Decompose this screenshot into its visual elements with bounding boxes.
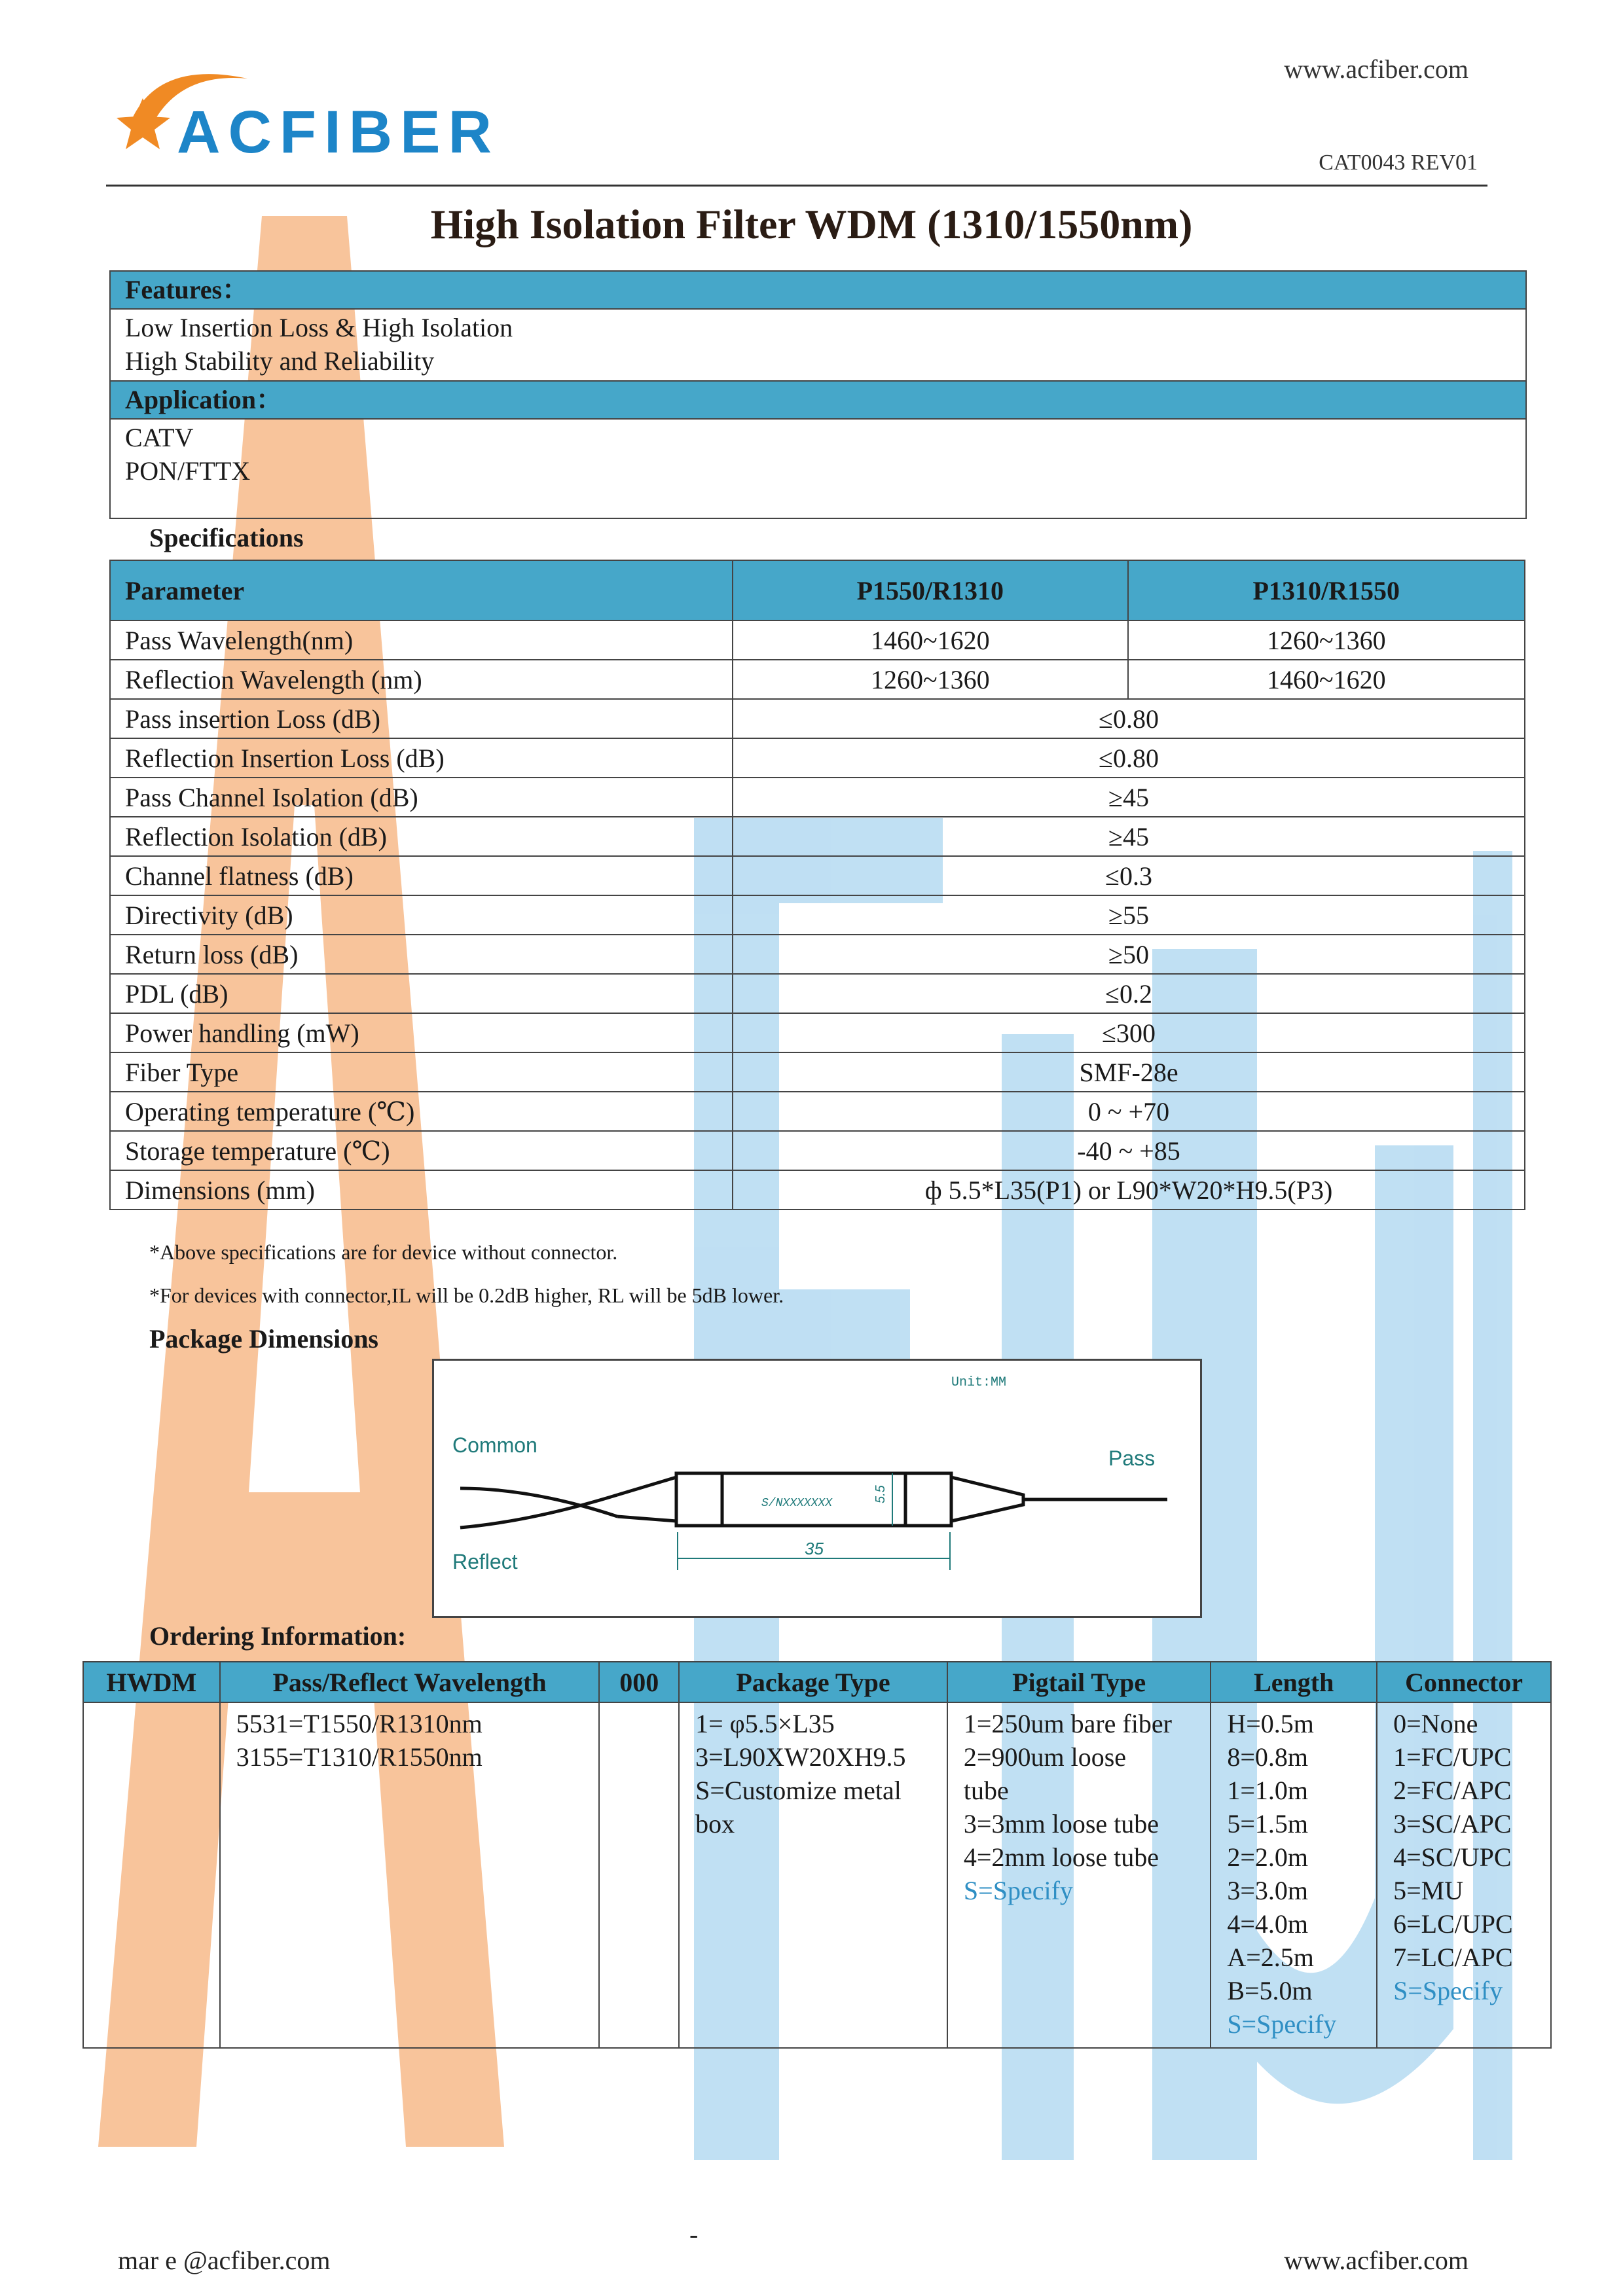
table-row bbox=[110, 620, 1525, 660]
features-application-box bbox=[109, 270, 1527, 519]
acfiber-logo bbox=[117, 52, 500, 166]
table-row bbox=[110, 699, 1525, 738]
list-item: H=0.5m bbox=[1227, 1709, 1314, 1738]
application-item: PON/FTTX bbox=[125, 456, 251, 486]
param-cell: Reflection Isolation (dB) bbox=[110, 817, 733, 856]
features-heading: Features： bbox=[111, 272, 1525, 310]
list-item: 3=3.0m bbox=[1227, 1876, 1308, 1905]
table-header-row bbox=[110, 560, 1525, 620]
unit-label: Unit:MM bbox=[951, 1375, 1007, 1390]
pass-port-label: Pass bbox=[1108, 1446, 1156, 1470]
value-cell: ≤0.80 bbox=[733, 699, 1525, 738]
value-cell: 1460~1620 bbox=[1128, 660, 1525, 699]
list-item: 4=SC/UPC bbox=[1393, 1842, 1512, 1872]
list-item: 7=LC/APC bbox=[1393, 1943, 1513, 1972]
value-cell: -40 ~ +85 bbox=[733, 1131, 1525, 1170]
features-list bbox=[111, 310, 1525, 380]
reflect-port-label: Reflect bbox=[452, 1550, 518, 1573]
table-header-row bbox=[83, 1662, 1551, 1702]
value-cell: ≥55 bbox=[733, 895, 1525, 935]
specify-option: S=Specify bbox=[1227, 2009, 1337, 2039]
list-item: 8=0.8m bbox=[1227, 1742, 1308, 1772]
column-header: Pass/Reflect Wavelength bbox=[220, 1662, 599, 1702]
value-cell: SMF-28e bbox=[733, 1052, 1525, 1092]
length-cell bbox=[1211, 1702, 1377, 2048]
value-cell: ≤0.2 bbox=[733, 974, 1525, 1013]
ordering-table bbox=[82, 1661, 1552, 2049]
param-cell: PDL (dB) bbox=[110, 974, 733, 1013]
pigtail-type-cell bbox=[947, 1702, 1211, 2048]
column-header: HWDM bbox=[83, 1662, 220, 1702]
table-row bbox=[110, 1092, 1525, 1131]
param-cell: Pass Wavelength(nm) bbox=[110, 620, 733, 660]
package-dimensions-heading: Package Dimensions bbox=[149, 1324, 378, 1354]
value-cell: ≥50 bbox=[733, 935, 1525, 974]
specifications-heading: Specifications bbox=[149, 523, 304, 552]
reflect-fiber bbox=[460, 1495, 617, 1528]
list-item: 1=FC/UPC bbox=[1393, 1742, 1512, 1772]
table-row bbox=[110, 1052, 1525, 1092]
table-row bbox=[110, 1131, 1525, 1170]
brand-name: ACFIBER bbox=[177, 99, 500, 166]
package-dimension-diagram bbox=[432, 1359, 1202, 1618]
table-row bbox=[110, 1170, 1525, 1210]
header-divider bbox=[106, 185, 1487, 187]
boot-right bbox=[951, 1477, 1023, 1521]
list-item: 2=2.0m bbox=[1227, 1842, 1308, 1872]
value-cell: ≥45 bbox=[733, 778, 1525, 817]
page-title: High Isolation Filter WDM (1310/1550nm) bbox=[430, 201, 1193, 247]
value-cell: ≤0.80 bbox=[733, 738, 1525, 778]
application-item: CATV bbox=[125, 423, 194, 452]
column-header: P1310/R1550 bbox=[1128, 560, 1525, 620]
feature-item: Low Insertion Loss & High Isolation bbox=[125, 313, 513, 342]
column-header: Pigtail Type bbox=[947, 1662, 1211, 1702]
code-cell bbox=[599, 1702, 679, 2048]
specifications-table bbox=[109, 560, 1525, 1210]
list-item: 3=3mm loose tube bbox=[963, 1809, 1159, 1839]
table-row bbox=[83, 1702, 1551, 2048]
spec-note: *For devices with connector,IL will be 0.2dB higher, RL will be 5dB lower. bbox=[149, 1283, 784, 1307]
list-item: 1= φ5.5×L35 bbox=[695, 1709, 835, 1738]
table-row bbox=[110, 974, 1525, 1013]
value-cell: 0 ~ +70 bbox=[733, 1092, 1525, 1131]
table-row bbox=[110, 660, 1525, 699]
value-cell: ≤0.3 bbox=[733, 856, 1525, 895]
value-cell: 1260~1360 bbox=[733, 660, 1127, 699]
list-item: tube bbox=[963, 1776, 1009, 1805]
table-row bbox=[110, 856, 1525, 895]
param-cell: Directivity (dB) bbox=[110, 895, 733, 935]
list-item: 5531=T1550/R1310nm bbox=[236, 1709, 483, 1738]
list-item: box bbox=[695, 1809, 735, 1839]
connector-cell bbox=[1377, 1702, 1551, 2048]
package-type-cell bbox=[679, 1702, 947, 2048]
list-item: 1=250um bare fiber bbox=[963, 1709, 1172, 1738]
common-port-label: Common bbox=[452, 1433, 538, 1457]
column-header: Length bbox=[1211, 1662, 1377, 1702]
value-cell: ≥45 bbox=[733, 817, 1525, 856]
boot-left bbox=[617, 1477, 676, 1521]
tube-serial-label: S/NXXXXXXX bbox=[761, 1497, 833, 1510]
list-item: 3155=T1310/R1550nm bbox=[236, 1742, 483, 1772]
list-item: 0=None bbox=[1393, 1709, 1478, 1738]
column-header: Connector bbox=[1377, 1662, 1551, 1702]
feature-item: High Stability and Reliability bbox=[125, 346, 435, 376]
table-row bbox=[110, 817, 1525, 856]
param-cell: Fiber Type bbox=[110, 1052, 733, 1092]
table-row bbox=[110, 1013, 1525, 1052]
param-cell: Operating temperature (℃) bbox=[110, 1092, 733, 1131]
ordering-heading: Ordering Information: bbox=[149, 1621, 407, 1651]
value-cell: ≤300 bbox=[733, 1013, 1525, 1052]
document-code: CAT0043 REV01 bbox=[1319, 151, 1478, 175]
list-item: 1=1.0m bbox=[1227, 1776, 1308, 1805]
table-row bbox=[110, 738, 1525, 778]
column-header: 000 bbox=[599, 1662, 679, 1702]
column-header: P1550/R1310 bbox=[733, 560, 1127, 620]
list-item: 2=900um loose bbox=[963, 1742, 1127, 1772]
param-cell: Dimensions (mm) bbox=[110, 1170, 733, 1210]
list-item: S=Customize metal bbox=[695, 1776, 902, 1805]
list-item: 3=SC/APC bbox=[1393, 1809, 1512, 1839]
wavelength-cell bbox=[220, 1702, 599, 2048]
param-cell: Pass Channel Isolation (dB) bbox=[110, 778, 733, 817]
list-item: 4=2mm loose tube bbox=[963, 1842, 1159, 1872]
param-cell: Storage temperature (℃) bbox=[110, 1131, 733, 1170]
application-list bbox=[111, 420, 1525, 518]
value-cell: 1260~1360 bbox=[1128, 620, 1525, 660]
list-item: 5=MU bbox=[1393, 1876, 1464, 1905]
application-heading: Application： bbox=[111, 380, 1525, 420]
diameter-label: 5.5 bbox=[873, 1485, 888, 1503]
list-item: A=2.5m bbox=[1227, 1943, 1314, 1972]
footer-email[interactable]: mar e @acfiber.com bbox=[118, 2246, 331, 2275]
param-cell: Reflection Insertion Loss (dB) bbox=[110, 738, 733, 778]
header-url[interactable]: www.acfiber.com bbox=[1284, 54, 1468, 84]
table-row bbox=[110, 895, 1525, 935]
value-cell: ф 5.5*L35(P1) or L90*W20*H9.5(P3) bbox=[733, 1170, 1525, 1210]
specify-option: S=Specify bbox=[1393, 1976, 1503, 2005]
list-item: B=5.0m bbox=[1227, 1976, 1313, 2005]
hwdm-cell bbox=[83, 1702, 220, 2048]
footer-url[interactable]: www.acfiber.com bbox=[1284, 2246, 1468, 2275]
column-header: Parameter bbox=[110, 560, 733, 620]
list-item: 3=L90XW20XH9.5 bbox=[695, 1742, 906, 1772]
column-header: Package Type bbox=[679, 1662, 947, 1702]
list-item: 5=1.5m bbox=[1227, 1809, 1308, 1839]
list-item: 6=LC/UPC bbox=[1393, 1909, 1513, 1939]
param-cell: Channel flatness (dB) bbox=[110, 856, 733, 895]
list-item: 4=4.0m bbox=[1227, 1909, 1308, 1939]
param-cell: Reflection Wavelength (nm) bbox=[110, 660, 733, 699]
param-cell: Return loss (dB) bbox=[110, 935, 733, 974]
list-item: 2=FC/APC bbox=[1393, 1776, 1512, 1805]
table-row bbox=[110, 935, 1525, 974]
param-cell: Power handling (mW) bbox=[110, 1013, 733, 1052]
value-cell: 1460~1620 bbox=[733, 620, 1127, 660]
page-number-dash: - bbox=[689, 2219, 699, 2249]
spec-note: *Above specifications are for device without connector. bbox=[149, 1240, 618, 1264]
param-cell: Pass insertion Loss (dB) bbox=[110, 699, 733, 738]
wdm-tube-drawing bbox=[434, 1361, 1200, 1616]
table-row bbox=[110, 778, 1525, 817]
specify-option: S=Specify bbox=[963, 1876, 1073, 1905]
length-label: 35 bbox=[805, 1539, 824, 1558]
